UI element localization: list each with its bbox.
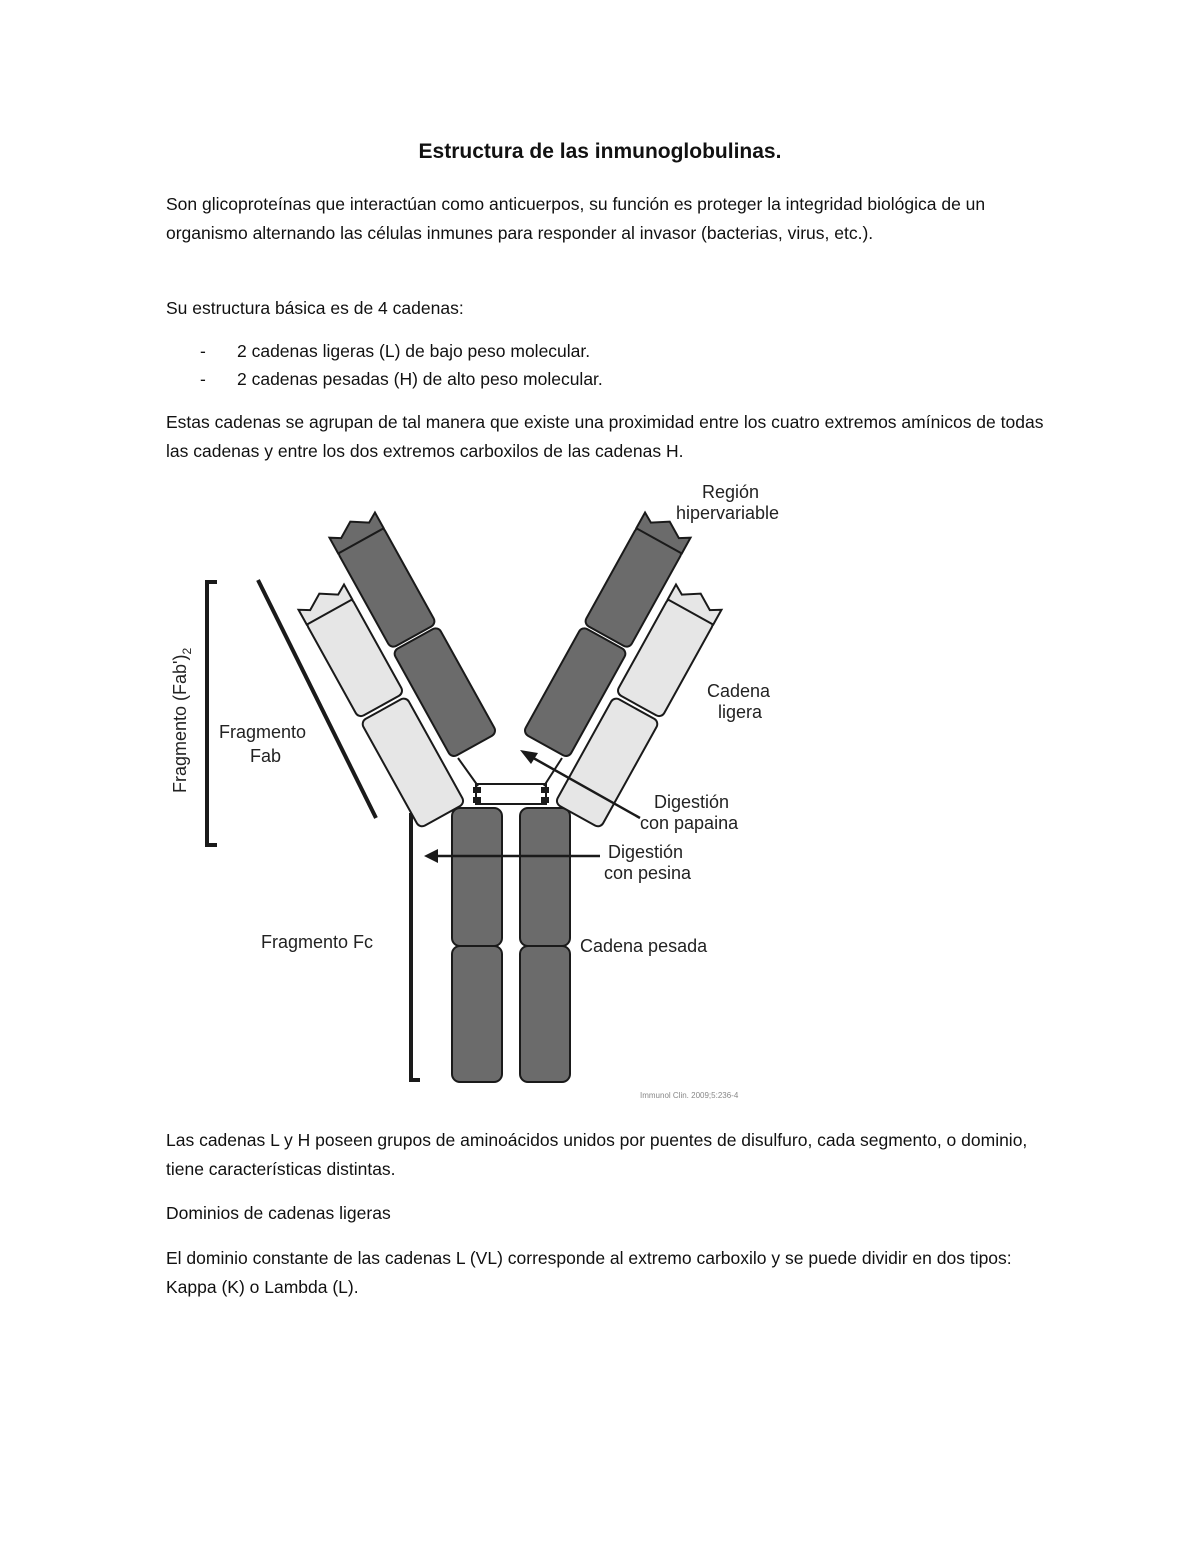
label-fragmento-fab2-main: Fragmento (Fab') bbox=[170, 654, 190, 793]
grouping-paragraph: Estas cadenas se agrupan de tal manera que existe una proximidad entre los cuatro extremos amínicos de todas las cadenas y entre los dos extremos carboxilos de las cadenas H. bbox=[166, 412, 1044, 461]
heavy-domain bbox=[452, 808, 502, 946]
label-cadena-ligera: Cadena bbox=[707, 681, 771, 701]
constant-domain-paragraph: El dominio constante de las cadenas L (VL) corresponde al extremo carboxilo y se puede dividir en dos tipos: Kappa (K) o Lambda (L). bbox=[166, 1248, 1012, 1297]
heavy-domain bbox=[520, 946, 570, 1082]
label-region-hipervariable: hipervariable bbox=[676, 503, 780, 523]
fab-fragment-bracket bbox=[207, 582, 217, 845]
intro-paragraph: Son glicoproteínas que interactúan como anticuerpos, su función es proteger la integridad biológica de un organismo alternando las células inmunes para responder al invasor (bacterias, virus, etc.). bbox=[166, 194, 986, 243]
label-fragmento-fab2-sub: 2 bbox=[180, 647, 194, 655]
pepsin-arrow bbox=[424, 849, 600, 863]
list-dash: - bbox=[200, 341, 206, 361]
list-dash: - bbox=[200, 369, 206, 389]
label-digestion-pepsina: Digestión bbox=[608, 842, 684, 862]
left-fab-arm bbox=[273, 509, 519, 828]
right-fab-arm bbox=[501, 509, 747, 828]
structure-lead: Su estructura básica es de 4 cadenas: bbox=[166, 298, 464, 318]
heavy-domain bbox=[452, 946, 502, 1082]
label-digestion-papaina: con papaina bbox=[640, 813, 739, 833]
list-item-text: 2 cadenas ligeras (L) de bajo peso molecular. bbox=[237, 341, 591, 361]
label-fragmento-fab: Fab bbox=[250, 746, 282, 766]
list-item-text: 2 cadenas pesadas (H) de alto peso molecular. bbox=[237, 369, 603, 389]
label-fragmento-fab2 bbox=[170, 648, 194, 793]
label-region-hipervariable: Región bbox=[702, 482, 760, 502]
label-cadena-ligera: ligera bbox=[718, 702, 763, 722]
heavy-domain bbox=[520, 808, 570, 946]
figure-credit: Immunol Clin. 2009;5:236-4 bbox=[640, 1091, 739, 1100]
label-cadena-pesada: Cadena pesada bbox=[580, 936, 708, 956]
antibody-diagram bbox=[150, 470, 830, 1110]
label-digestion-pepsina: con pesina bbox=[604, 863, 692, 883]
disulfide-paragraph: Las cadenas L y H poseen grupos de aminoácidos unidos por puentes de disulfuro, cada segmento, o dominio, tiene características distintas. bbox=[166, 1130, 1028, 1179]
label-digestion-papaina: Digestión bbox=[654, 792, 730, 812]
light-domains-heading: Dominios de cadenas ligeras bbox=[166, 1203, 391, 1223]
fc-heavy-chains bbox=[452, 808, 570, 1082]
label-fragmento-fab: Fragmento bbox=[219, 722, 307, 742]
page-title: Estructura de las inmunoglobulinas. bbox=[418, 140, 782, 163]
label-fragmento-fc: Fragmento Fc bbox=[261, 932, 374, 952]
fc-fragment-bracket bbox=[411, 815, 420, 1080]
